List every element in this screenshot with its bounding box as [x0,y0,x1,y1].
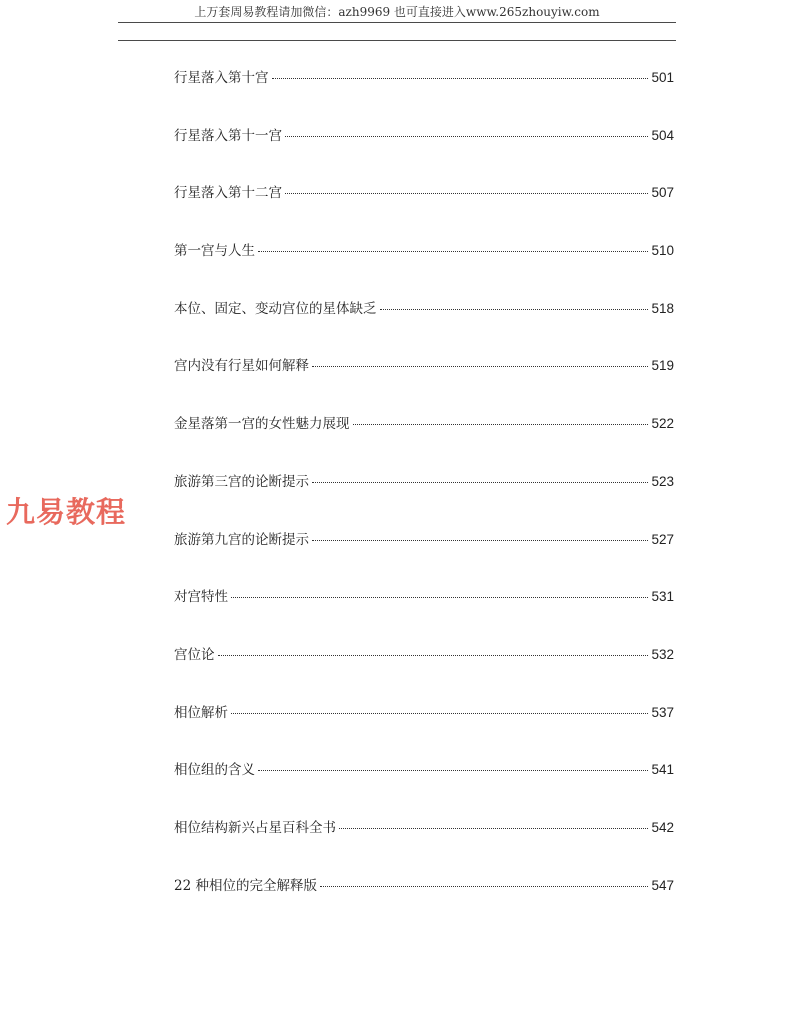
toc-entry-page: 519 [651,358,674,374]
toc-entry-page: 532 [651,646,674,662]
toc-dot-leader [312,482,648,483]
toc-entry-page: 507 [651,185,674,201]
toc-entry[interactable] [174,414,674,472]
toc-dot-leader [353,424,649,425]
toc-dot-leader [231,597,648,598]
toc-entry[interactable] [174,703,674,761]
toc-dot-leader [258,251,648,252]
toc-entry[interactable] [174,183,674,241]
toc-entry[interactable] [174,472,674,530]
toc-entry-page: 537 [651,704,674,720]
toc-entry[interactable] [174,645,674,703]
toc-entry-page: 527 [651,531,674,547]
toc-entry-title: 宫内没有行星如何解释 [174,358,309,375]
toc-entry[interactable] [174,818,674,876]
toc-entry-page: 541 [651,762,674,778]
toc-entry-page: 523 [651,473,674,489]
toc-entry[interactable] [174,587,674,645]
toc-entry[interactable] [174,760,674,818]
toc-entry-title: 旅游第九宫的论断提示 [174,531,309,548]
toc-entry-title: 金星落第一宫的女性魅力展现 [174,416,350,433]
toc-entry-title: 对宫特性 [174,589,228,606]
table-of-contents [174,68,674,933]
toc-entry[interactable] [174,241,674,299]
toc-entry-page: 547 [651,877,674,893]
toc-entry-title: 相位结构新兴占星百科全书 [174,819,336,836]
toc-entry-page: 504 [651,127,674,143]
toc-entry[interactable] [174,299,674,357]
toc-entry-title: 本位、固定、变动宫位的星体缺乏 [174,300,377,317]
toc-entry[interactable] [174,68,674,126]
watermark-logo: 九易教程 [6,495,127,529]
toc-entry-page: 542 [651,819,674,835]
toc-entry-title: 旅游第三宫的论断提示 [174,473,309,490]
toc-entry-title: 行星落入第十一宫 [174,127,282,144]
toc-entry-page: 510 [651,243,674,259]
toc-dot-leader [231,713,648,714]
toc-entry[interactable] [174,530,674,588]
toc-entry-title: 行星落入第十宫 [174,70,269,86]
toc-entry-title: 第一宫与人生 [174,243,255,260]
toc-entry[interactable] [174,356,674,414]
toc-dot-leader [272,78,649,79]
toc-entry[interactable] [174,126,674,184]
toc-entry-page: 522 [651,416,674,432]
toc-entry-title: 22 种相位的完全解释版 [174,877,317,894]
toc-dot-leader [218,655,649,656]
toc-entry-title: 相位组的含义 [174,762,255,779]
toc-dot-leader [380,309,649,310]
toc-dot-leader [258,770,648,771]
toc-entry-title: 行星落入第十二宫 [174,185,282,202]
toc-dot-leader [312,366,648,367]
toc-entry-title: 宫位论 [174,646,215,663]
toc-entry[interactable] [174,876,674,934]
page-header: 上万套周易教程请加微信：azh9969 也可直接进入www.265zhouyiw.com [194,5,600,19]
header-rule-bottom [118,40,676,41]
toc-entry-page: 518 [651,300,674,316]
toc-dot-leader [339,828,648,829]
toc-dot-leader [285,193,648,194]
toc-entry-page: 501 [651,70,674,85]
header-rule-top [118,22,676,23]
toc-dot-leader [285,136,648,137]
toc-entry-title: 相位解析 [174,704,228,721]
toc-dot-leader [320,886,648,887]
toc-dot-leader [312,540,648,541]
toc-entry-page: 531 [651,589,674,605]
